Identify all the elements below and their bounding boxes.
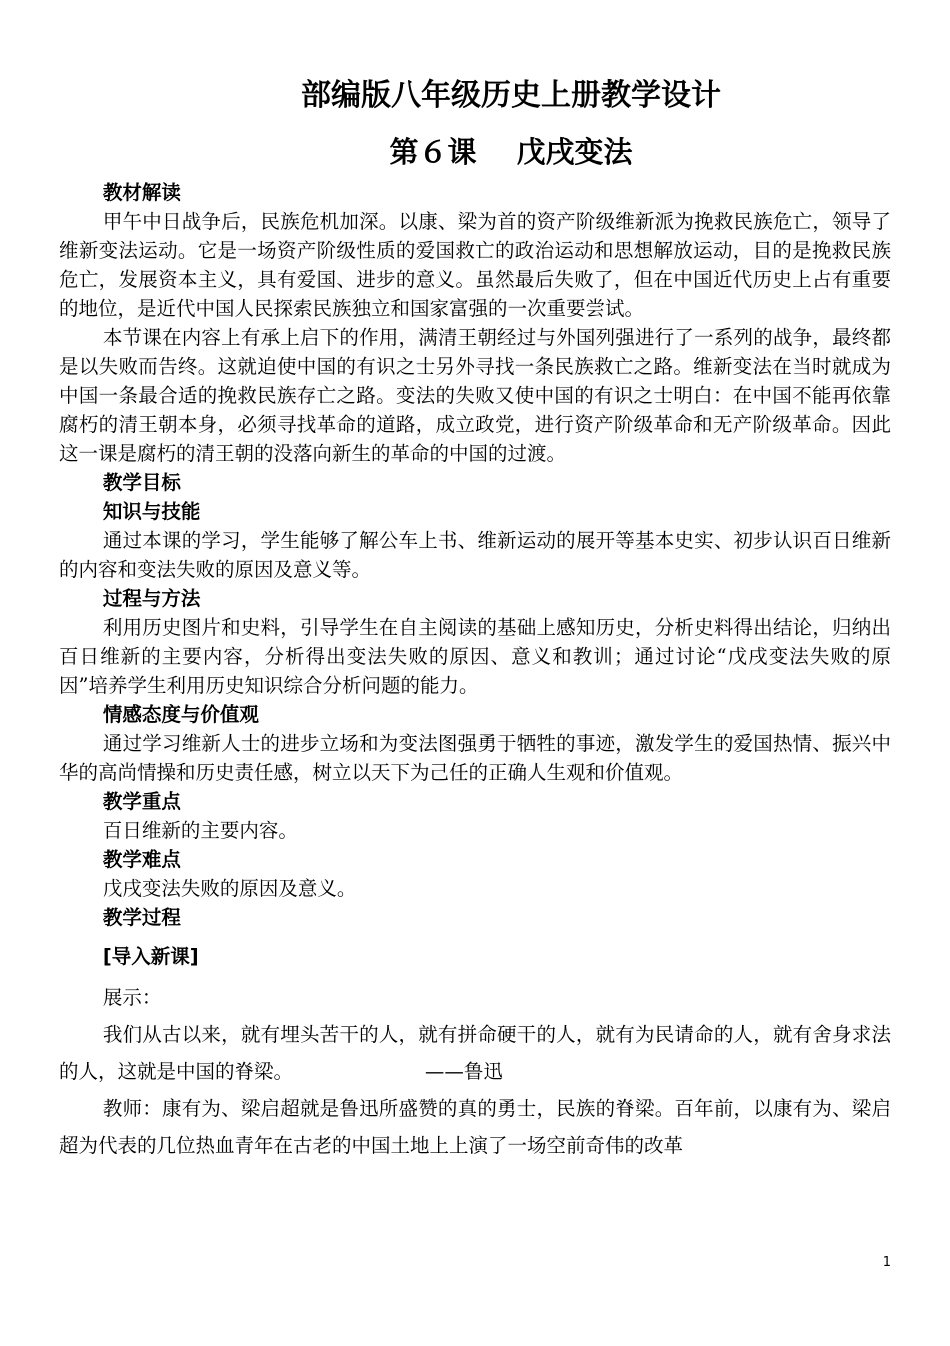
difficulty-text: 戊戌变法失败的原因及意义。 — [102, 877, 357, 900]
show-label: 展示： — [102, 986, 162, 1009]
material-paragraph-2: 本节课在内容上有承上启下的作用，满清王朝经过与外国列强进行了一系列的战争，最终都是以失败而告终。这就迫使中国的有识之士另外寻找一条民族救亡之路。维新变法在当时就成为中国一条最合适的挽救民族存亡之路。变法的失败又使中国的有识之士明白：在中国不能再依靠腐朽的清王朝本身，必须寻找革命的道路，成立政党，进行资产阶级革命和无产阶级革命。因此这一课是腐朽的清王朝的没落向新生的革命的中国的过渡。 — [59, 326, 891, 465]
teacher-paragraph: 教师：康有为、梁启超就是鲁迅所盛赞的真的勇士，民族的脊梁。百年前，以康有为、梁启超为代表的几位热血青年在古老的中国土地上上演了一场空前奇伟的改革 — [59, 1097, 891, 1157]
knowledge-heading: 知识与技能 — [102, 500, 201, 523]
page-number: 1 — [882, 1255, 891, 1270]
document-body — [59, 178, 891, 1164]
emotion-heading: 情感态度与价值观 — [102, 703, 259, 726]
teaching-process-heading: 教学过程 — [102, 906, 181, 929]
quote-text: 我们从古以来，就有埋头苦干的人，就有拼命硬干的人，就有为民请命的人，就有舍身求法的人，这就是中国的脊梁。 — [59, 1023, 891, 1083]
lesson-number: 第６课 — [389, 135, 477, 169]
difficulty-heading: 教学难点 — [102, 848, 181, 871]
lesson-title — [0, 130, 950, 174]
key-point-heading: 教学重点 — [102, 790, 181, 813]
material-heading: 教材解读 — [102, 181, 181, 204]
quote-source: ——鲁迅 — [424, 1060, 503, 1083]
material-paragraph-1: 甲午中日战争后，民族危机加深。以康、梁为首的资产阶级维新派为挽救民族危亡，领导了维新变法运动。它是一场资产阶级性质的爱国救亡的政治运动和思想解放运动，目的是挽救民族危亡，发展资本主义，具有爱国、进步的意义。虽然最后失败了，但在中国近代历史上占有重要的地位，是近代中国人民探索民族独立和国家富强的一次重要尝试。 — [59, 210, 891, 320]
process-heading: 过程与方法 — [102, 587, 201, 610]
lu-xun-quote — [59, 1016, 891, 1090]
knowledge-text: 通过本课的学习，学生能够了解公车上书、维新运动的展开等基本史实、初步认识百日维新的内容和变法失败的原因及意义等。 — [59, 529, 891, 581]
process-text: 利用历史图片和史料，引导学生在自主阅读的基础上感知历史，分析史料得出结论，归纳出百日维新的主要内容，分析得出变法失败的原因、意义和教训；通过讨论“戊戌变法失败的原因”培养学生利用历史知识综合分析问题的能力。 — [59, 616, 891, 697]
document-title: 部编版八年级历史上册教学设计 — [301, 78, 721, 113]
lesson-name: 戊戌变法 — [516, 135, 633, 169]
emotion-text: 通过学习维新人士的进步立场和为变法图强勇于牺牲的事迹，激发学生的爱国热情、振兴中华的高尚情操和历史责任感，树立以天下为己任的正确人生观和价值观。 — [59, 732, 891, 784]
intro-heading: [导入新课] — [102, 945, 199, 968]
goals-heading: 教学目标 — [102, 471, 181, 494]
key-point-text: 百日维新的主要内容。 — [102, 819, 298, 842]
